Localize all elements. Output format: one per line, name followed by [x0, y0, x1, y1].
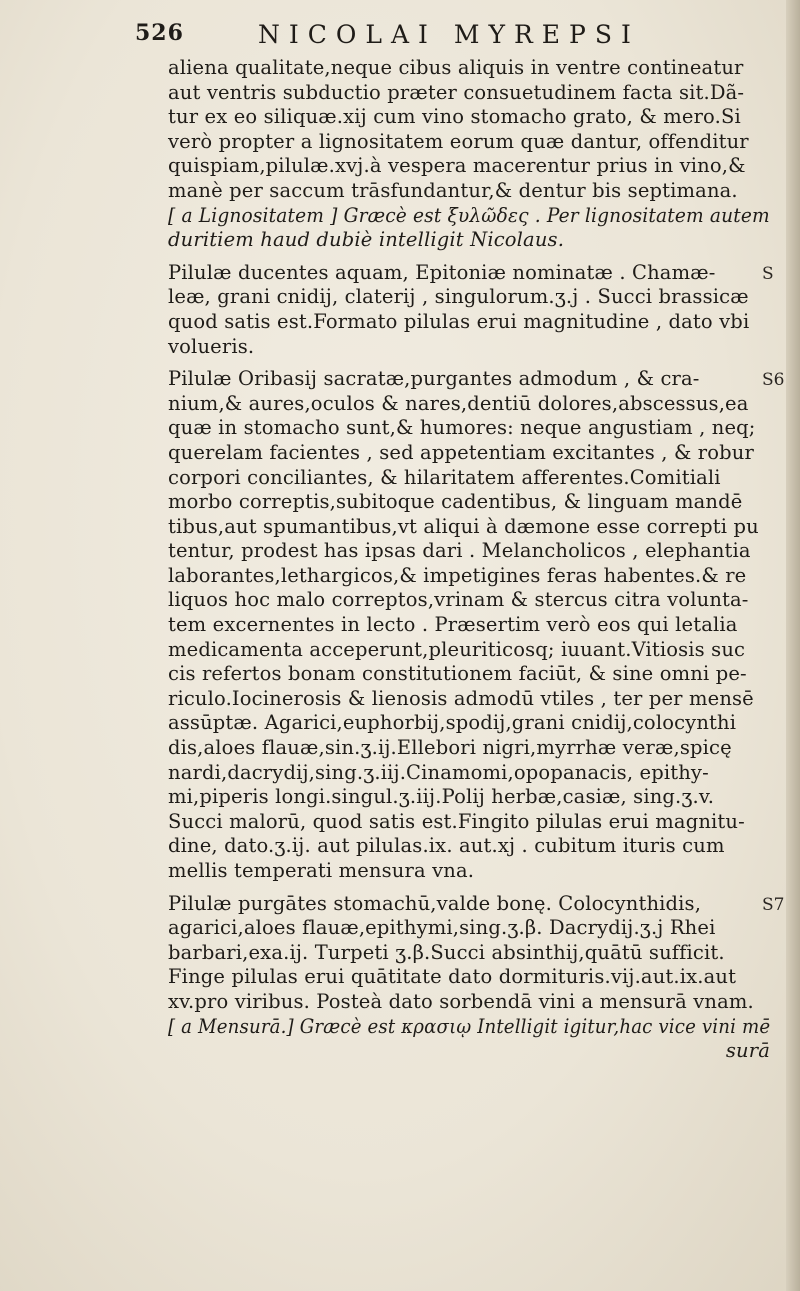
- text-line: aliena qualitate,neque cibus aliquis in ventre contineatur: [168, 56, 744, 79]
- text-line: dis,aloes flauæ,sin.ʒ.ij.Ellebori nigri,myrrhæ veræ,spicę: [168, 736, 732, 760]
- text-line: dine, dato.ʒ.ij. aut pilulas.ix. aut.xj . cubitum ituris cum: [168, 834, 725, 858]
- running-head: NICOLAI MYREPSI: [258, 20, 640, 49]
- text-line: tem excernentes in lecto . Præsertim verò eos qui letalia: [168, 613, 738, 637]
- paragraph-gap: [168, 884, 770, 892]
- page-number: 526: [135, 20, 184, 46]
- text-line: riculo.Iocinerosis & lienosis admodū vtiles , ter per mensē: [168, 686, 754, 710]
- text-line: Finge pilulas erui quātitate dato dormituris.vij.aut.ix.aut: [168, 965, 737, 989]
- text-line: aut ventris subductio præter consuetudinem facta sit.Dã-: [168, 80, 745, 104]
- text-line: nium,& aures,oculos & nares,dentiū dolores,abscessus,ea: [168, 391, 749, 415]
- text-line: Succi malorū, quod satis est.Fingito pilulas erui magnitu-: [168, 809, 745, 833]
- text-line: laborantes,lethargicos,& impetigines feras habentes.& re: [168, 563, 747, 587]
- text-line: corpori conciliantes, & hilaritatem afferentes.Comitiali: [168, 465, 721, 489]
- annotation-line: surā: [725, 1039, 770, 1063]
- text-line: leæ, grani cnidij, claterij , singulorum.ʒ.j . Succi brassicæ: [168, 285, 749, 309]
- annotation-line: [ a Lignositatem ] Græcè est ξυλῶδες . Per lignositatem autem: [168, 203, 770, 227]
- text-line: tentur, prodest has ipsas dari . Melancholicos , elephantia: [168, 539, 751, 563]
- text-line: medicamenta acceperunt,pleuriticosq; iuuant.Vitiosis suc: [168, 637, 746, 661]
- page-gutter: [786, 0, 800, 1291]
- margin-note: S6: [762, 370, 785, 391]
- text-line: Pilulæ purgātes stomachū,valde bonę. Colocynthidis,: [168, 891, 702, 915]
- text-line: quod satis est.Formato pilulas erui magnitudine , dato vbi: [168, 309, 750, 333]
- page-header: [0, 20, 800, 60]
- text-line: xv.pro viribus. Posteà dato sorbendā vini a mensurā vnam.: [168, 989, 754, 1013]
- text-line: querelam facientes , sed appetentiam excitantes , & robur: [168, 440, 754, 464]
- text-line: quæ in stomacho sunt,& humores: neque angustiam , neq;: [168, 416, 756, 440]
- page-body: [168, 56, 770, 1064]
- text-line: mi,piperis longi.singul.ʒ.iij.Polij herbæ,casiæ, sing.ʒ.v.: [168, 785, 715, 809]
- text-line: quispiam,pilulæ.xvj.à vespera macerentur prius in vino,&: [168, 154, 746, 178]
- text-line: mellis temperati mensura vna.: [168, 859, 475, 882]
- text-line: Pilulæ Oribasij sacratæ,purgantes admodum , & cra-: [168, 367, 700, 391]
- text-line: manè per saccum trāsfundantur,& dentur bis septimana.: [168, 178, 738, 202]
- annotation-line: [ a Mensurā.] Græcè est κρασιῳ Intelligit igitur,hac vice vini mē: [168, 1014, 771, 1038]
- text-line: assūptæ. Agarici,euphorbij,spodij,grani cnidij,colocynthi: [168, 711, 737, 735]
- text-line: Pilulæ ducentes aquam, Epitoniæ nominatæ . Chamæ-: [168, 260, 716, 284]
- text-line: barbari,exa.ij. Turpeti ʒ.β.Succi absinthij,quātū sufficit.: [168, 940, 725, 964]
- margin-note: S7: [762, 894, 785, 915]
- margin-note: S: [762, 263, 774, 284]
- paragraph-gap: [168, 359, 770, 367]
- text-line: verò propter a lignositatem eorum quæ dantur, offenditur: [168, 129, 749, 153]
- text-line: cis refertos bonam constitutionem faciūt, & sine omni pe-: [168, 662, 747, 686]
- text-line: tibus,aut spumantibus,vt aliqui à dæmone esse correpti pu: [168, 514, 759, 538]
- text-line: agarici,aloes flauæ,epithymi,sing.ʒ.β. Dacrydij.ʒ.j Rhei: [168, 916, 716, 940]
- paragraph-gap: [168, 253, 770, 261]
- text-line: morbo correptis,subitoque cadentibus, & linguam mandē: [168, 490, 743, 514]
- text-line: nardi,dacrydij,sing.ʒ.iij.Cinamomi,opopanacis, epithy-: [168, 760, 709, 784]
- annotation-line: duritiem haud dubiè intelligit Nicolaus.: [168, 228, 565, 252]
- text-line: liquos hoc malo correptos,vrinam & stercus citra volunta-: [168, 588, 749, 612]
- text-line: tur ex eo siliquæ.xij cum vino stomacho grato, & mero.Si: [168, 105, 741, 129]
- text-line: volueris.: [168, 334, 255, 358]
